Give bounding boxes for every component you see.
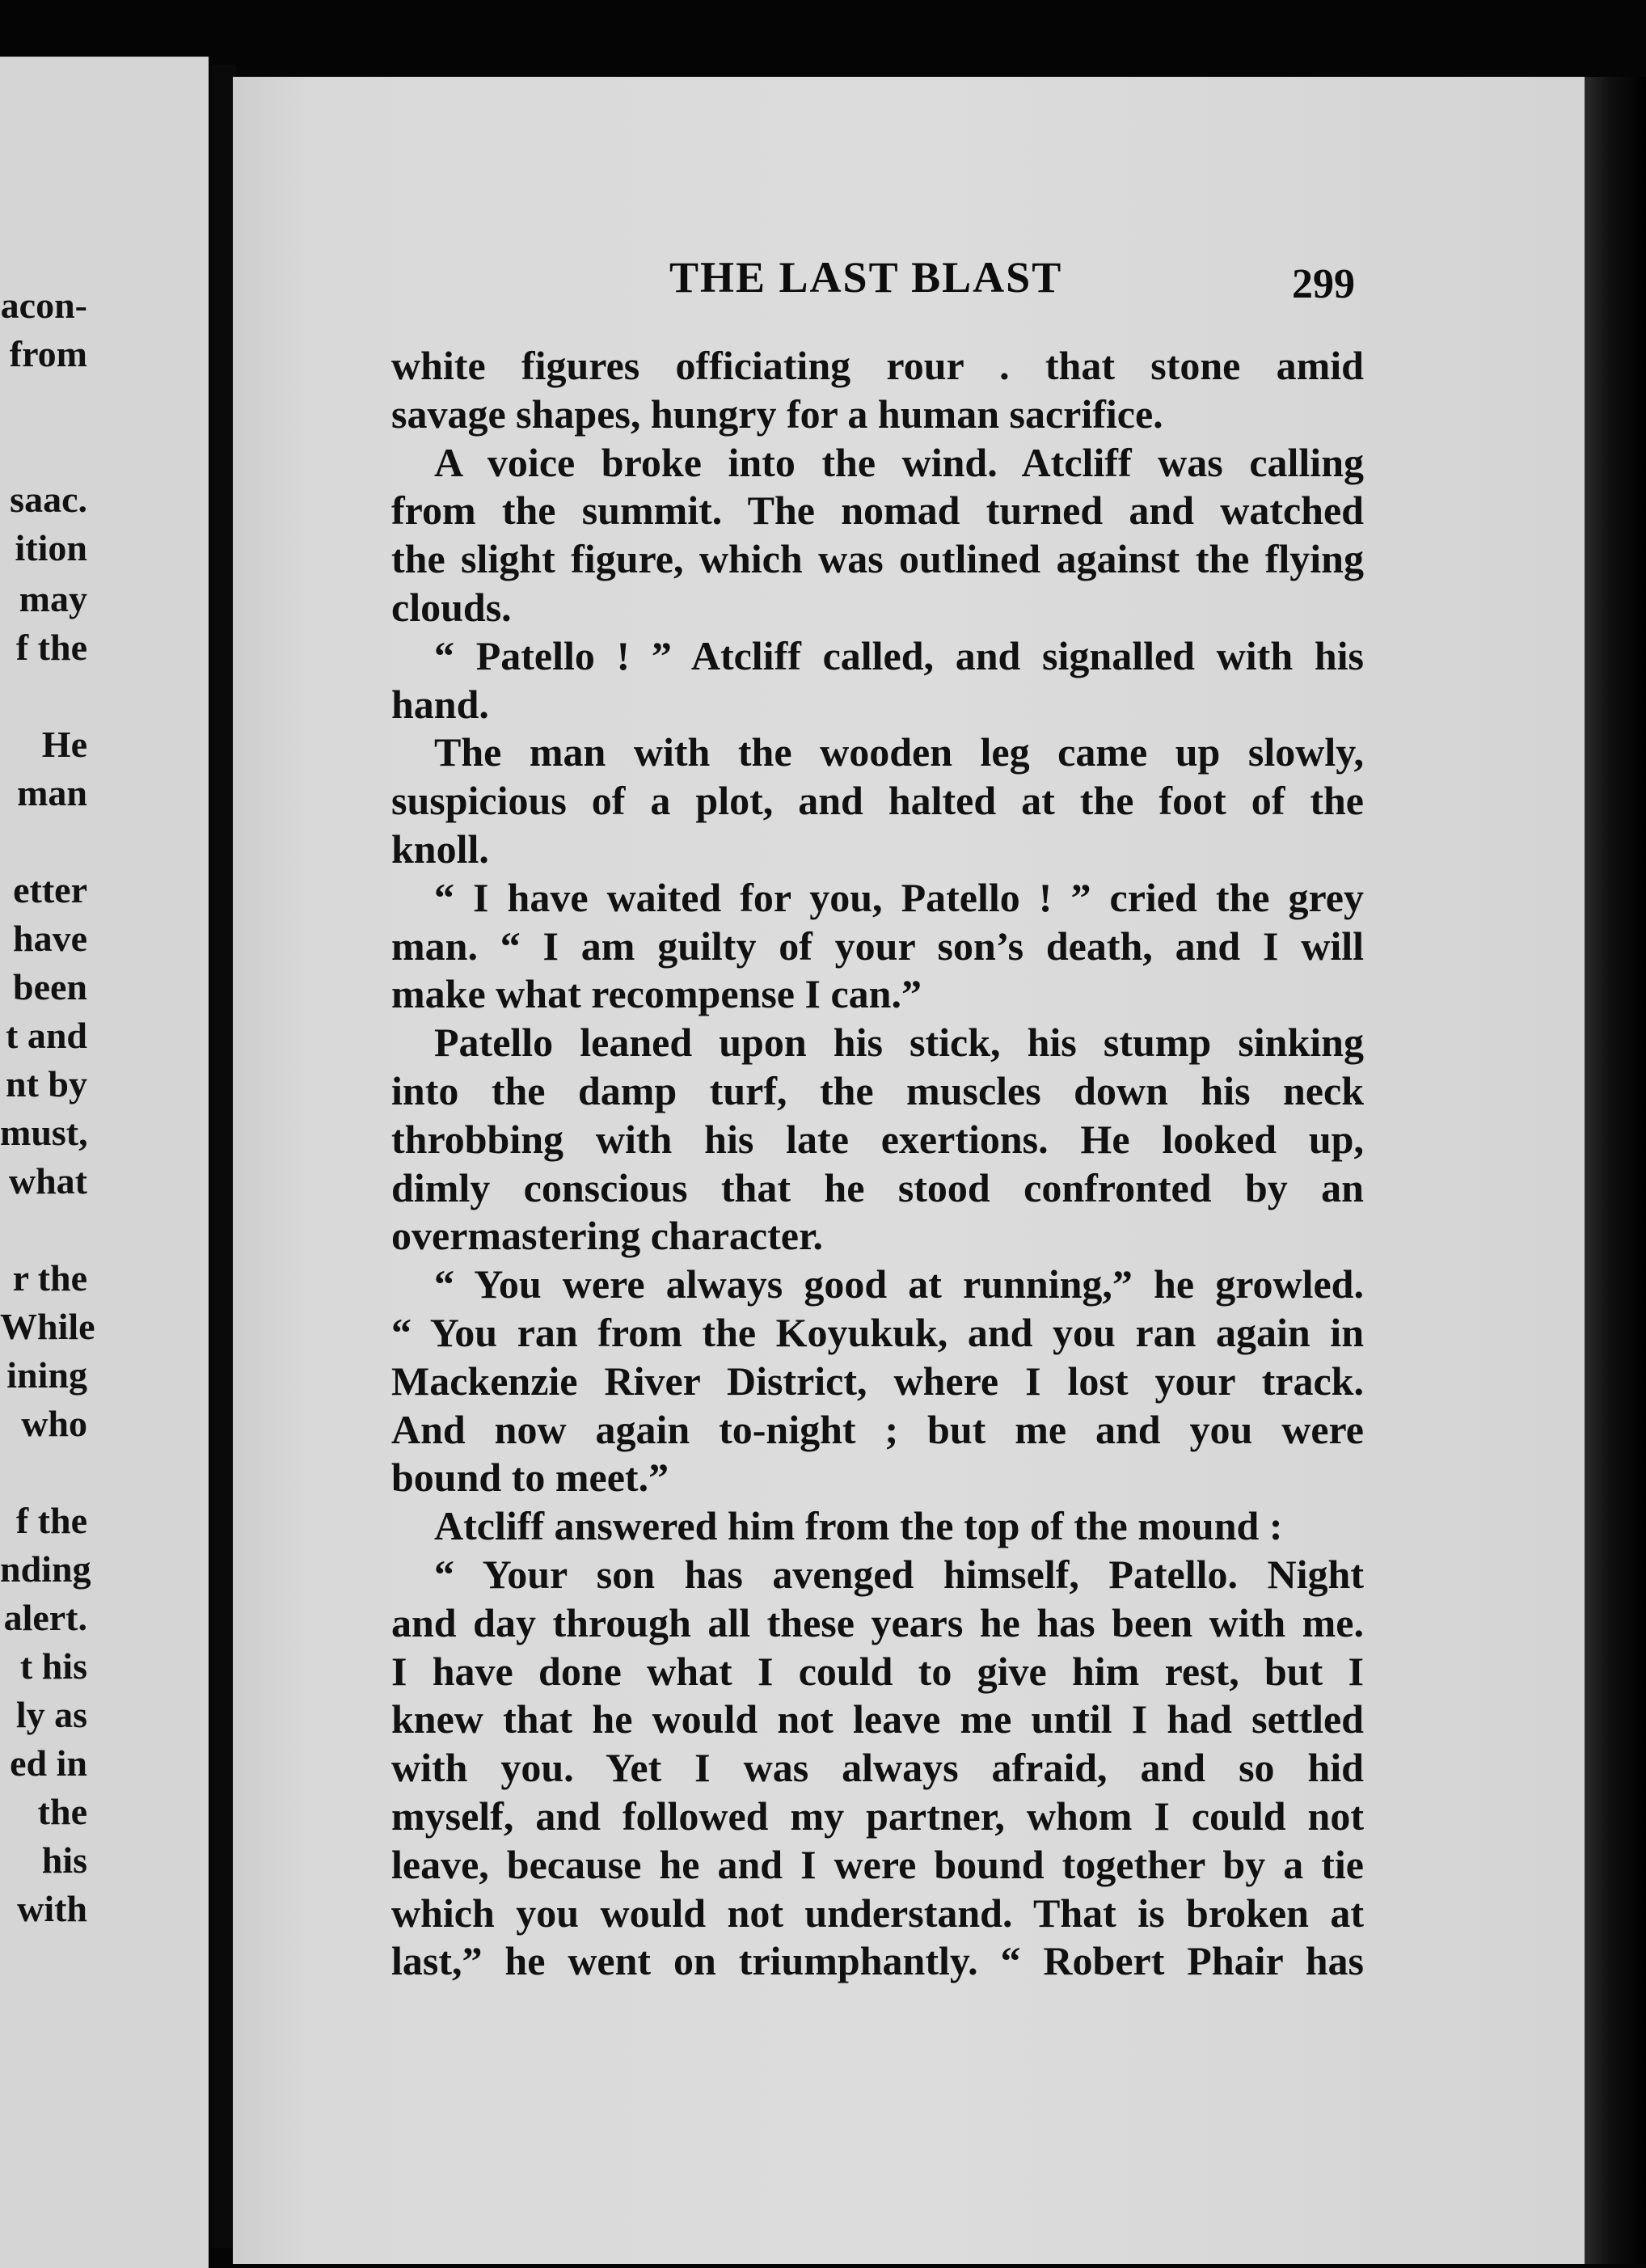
left-page-fragment: what — [8, 1160, 87, 1202]
text-line: The man with the wooden leg came up slowly, — [434, 729, 1364, 775]
text-line: “ I have waited for you, Patello ! ” cried the grey — [434, 874, 1364, 920]
text-line: knoll. — [391, 826, 489, 872]
left-page-fragment: nding — [0, 1548, 91, 1590]
text-line: myself, and followed my partner, whom I could not — [391, 1793, 1364, 1839]
text-line: clouds. — [391, 584, 512, 630]
left-page-fragment: acon- — [0, 285, 87, 326]
text-line: Patello leaned upon his stick, his stump sinking — [434, 1020, 1364, 1066]
text-line: “ You were always good at running,” he growled. — [434, 1261, 1364, 1307]
text-line: throbbing with his late exertions. He looked up, — [391, 1116, 1364, 1162]
left-page-fragment: f the — [15, 627, 87, 668]
text-line: “ You ran from the Koyukuk, and you ran again in — [391, 1309, 1364, 1355]
left-page-fragment: must, — [0, 1112, 88, 1153]
left-page-fragment: He — [41, 724, 87, 765]
text-line: savage shapes, hungry for a human sacrifice. — [391, 391, 1163, 437]
left-page-fragment: who — [21, 1403, 87, 1444]
text-line: which you would not understand. That is broken at — [391, 1890, 1364, 1936]
left-page-fragment: etter — [13, 869, 87, 910]
text-line: white figures officiating rour . that stone amid — [391, 343, 1364, 388]
left-page-fragment: may — [19, 578, 87, 619]
left-page-fragment: with — [17, 1888, 87, 1929]
text-line: the slight figure, which was outlined against the flying — [391, 536, 1364, 582]
left-page-fragment: from — [9, 333, 87, 374]
left-page-fragment: t his — [19, 1645, 87, 1687]
text-line: with you. Yet I was always afraid, and so hid — [391, 1745, 1364, 1791]
page-edge-shadow — [1585, 77, 1646, 2264]
left-page-fragment: his — [41, 1839, 87, 1881]
left-page-fragment: f the — [15, 1500, 87, 1541]
left-page-fragment: saac. — [10, 479, 87, 520]
text-line: A voice broke into the wind. Atcliff was calling — [434, 439, 1364, 485]
left-page-fragment: While — [0, 1306, 95, 1347]
left-page-fragment: been — [13, 966, 87, 1007]
text-line: suspicious of a plot, and halted at the foot of the — [391, 778, 1364, 824]
left-page-fragment: nt by — [6, 1063, 87, 1104]
left-page-fragment: have — [13, 918, 87, 959]
text-line: leave, because he and I were bound together by a tie — [391, 1841, 1364, 1887]
left-page-fragment: alert. — [3, 1597, 87, 1638]
text-line: knew that he would not leave me until I had settled — [391, 1696, 1364, 1742]
text-line: into the damp turf, the muscles down his neck — [391, 1067, 1364, 1113]
text-line: last,” he went on triumphantly. “ Robert Phair has — [391, 1938, 1364, 1984]
text-line: dimly conscious that he stood confronted by an — [391, 1164, 1364, 1210]
left-page-fragment: t and — [6, 1015, 87, 1056]
text-line: I have done what I could to give him rest, but I — [391, 1648, 1364, 1694]
text-line: hand. — [391, 681, 489, 727]
text-line: and day through all these years he has been with me. — [391, 1599, 1364, 1645]
page-number: 299 — [1292, 261, 1355, 307]
text-line: “ Patello ! ” Atcliff called, and signalled with his — [434, 632, 1364, 678]
text-line: “ Your son has avenged himself, Patello. Night — [434, 1551, 1364, 1597]
body-text — [391, 342, 1364, 1986]
text-line: make what recompense I can.” — [391, 971, 922, 1017]
text-line: man. “ I am guilty of your son’s death, and I will — [391, 923, 1364, 969]
left-page-fragment: ed in — [10, 1742, 87, 1784]
text-line: bound to meet.” — [391, 1455, 669, 1501]
left-page-fragment: man — [17, 772, 87, 813]
text-line: And now again to-night ; but me and you were — [391, 1406, 1364, 1452]
left-page-fragment: ly as — [15, 1694, 87, 1735]
left-page-fragment: ition — [15, 527, 87, 568]
left-page — [0, 57, 209, 2268]
left-page-fragment: ining — [6, 1354, 87, 1396]
text-line: overmastering character. — [391, 1213, 824, 1259]
text-line: from the summit. The nomad turned and watched — [391, 488, 1364, 534]
left-page-fragment: r the — [12, 1257, 87, 1299]
left-page-fragment: the — [37, 1791, 87, 1832]
text-line: Mackenzie River District, where I lost your track. — [391, 1358, 1364, 1404]
running-head-title: THE LAST BLAST — [669, 253, 1063, 302]
text-line: Atcliff answered him from the top of the mound : — [434, 1503, 1283, 1549]
